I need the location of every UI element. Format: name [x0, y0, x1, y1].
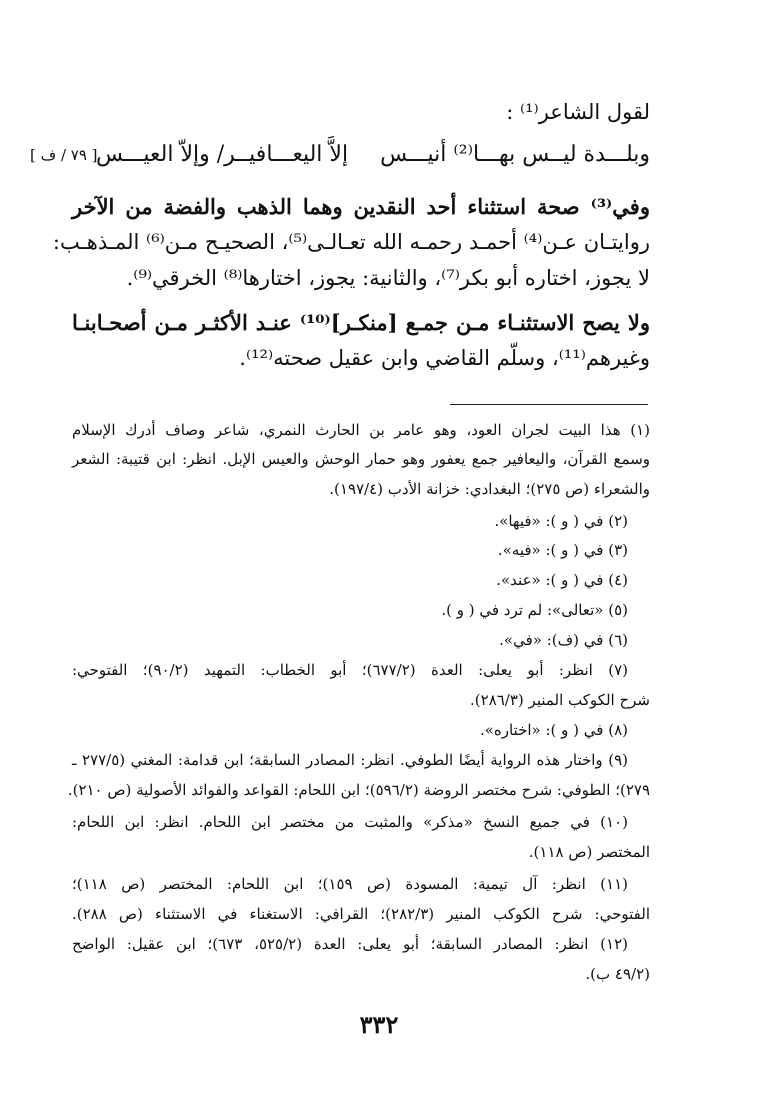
paragraph-line: ولا يصح الاستثنـاء مـن جمـع [منكـر]⁽¹⁰⁾ عنـد الأكثـر مـن أصحـابنـا [72, 310, 651, 335]
footnote-line: (٤) في ( و ): «عند». [496, 571, 628, 589]
footnote-line: (٢) في ( و ): «فيها». [494, 512, 628, 530]
footnote-line: (٦) في (ف): «في». [499, 631, 628, 649]
footnote-line: وسمع القرآن، واليعافير جمع يعفور وهو حمار الوحش والعيس الإبل. انظر: ابن قتيبة: الشعر [72, 450, 650, 468]
footnote-line: (٣) في ( و ): «فيه». [497, 541, 628, 559]
paragraph-line: وغيرهم⁽¹¹⁾، وسلّم القاضي وابن عقيل صحته⁽¹²⁾. [239, 346, 650, 370]
footnote-line: شرح الكوكب المنير (٢٨٦/٣). [470, 691, 650, 709]
footnote-line: المختصر (ص ١١٨). [528, 843, 650, 861]
footnote-line: الفتوحي: شرح الكوكب المنير (٢٨٢/٣)؛ القرافي: الاستغناء في الاستثناء (ص ٢٨٨). [72, 905, 650, 923]
footnote-line: والشعراء (ص ٢٧٥)؛ البغدادي: خزانة الأدب (١٩٧/٤). [329, 480, 650, 498]
verse-second-hemistich: إلاَّ اليعـــافيــر/ وإلاّ العيـــس [96, 142, 349, 167]
footnote-line: (٨) في ( و ): «اختاره». [479, 721, 628, 739]
paragraph-line: روايتـان عـن⁽⁴⁾ أحمـد رحمـه الله تعـالـى⁽⁵⁾، الصحيـح مـن⁽⁶⁾ المـذهـب: [52, 230, 650, 254]
footnote-line: (٤٩/٢ ب). [585, 965, 650, 983]
paragraph-line: لا يجوز، اختاره أبو بكر⁽⁷⁾، والثانية: يجوز، اختارها⁽⁸⁾ الخرقي⁽⁹⁾. [126, 266, 650, 290]
footnote-line: (٧) انظر: أبو يعلى: العدة (٦٧٧/٢)؛ أبو الخطاب: التمهيد (٩٠/٢)؛ الفتوحي: [72, 661, 628, 679]
footnote-line: ٢٧٩)؛ الطوفي: شرح مختصر الروضة (٥٩٦/٢)؛ ابن اللحام: القواعد والفوائد الأصولية (ص ٢١٠). [67, 781, 650, 799]
paragraph-line: وفي⁽³⁾ صحة استثناء أحد النقدين وهما الذهب والفضة من الآخر [72, 194, 650, 219]
footnote-line: (٥) «تعالى»: لم ترد في ( و ). [441, 601, 628, 619]
folio-marker: [ ٧٩ / ف ] [30, 146, 98, 164]
verse-first-hemistich: وبلـــدة ليــس بهـــا⁽²⁾ أنيـــس [380, 142, 650, 167]
footnote-separator [450, 404, 648, 405]
footnote-line: (١٠) في جميع النسخ «مذكر» والمثبت من مختصر ابن اللحام. انظر: ابن اللحام: [72, 813, 628, 831]
page-number: ٣٣٢ [359, 1010, 399, 1039]
poet-intro-line: لقول الشاعر⁽¹⁾ : [506, 100, 650, 124]
footnote-line: (١) هذا البيت لجران العود، وهو عامر بن الحارث النمري، شاعر وصاف أدرك الإسلام [72, 421, 650, 439]
footnote-line: (١٢) انظر: المصادر السابقة؛ أبو يعلى: العدة (٥٢٥/٢، ٦٧٣)؛ ابن عقيل: الواضح [72, 935, 628, 953]
poem-verse [96, 142, 650, 176]
footnote-line: (٩) واختار هذه الرواية أيضًا الطوفي. انظر: المصادر السابقة؛ ابن قدامة: المغني (٢٧٧/٥ ـ [72, 751, 629, 769]
footnote-line: (١١) انظر: آل تيمية: المسودة (ص ١٥٩)؛ ابن اللحام: المختصر (ص ١١٨)؛ [72, 875, 628, 893]
